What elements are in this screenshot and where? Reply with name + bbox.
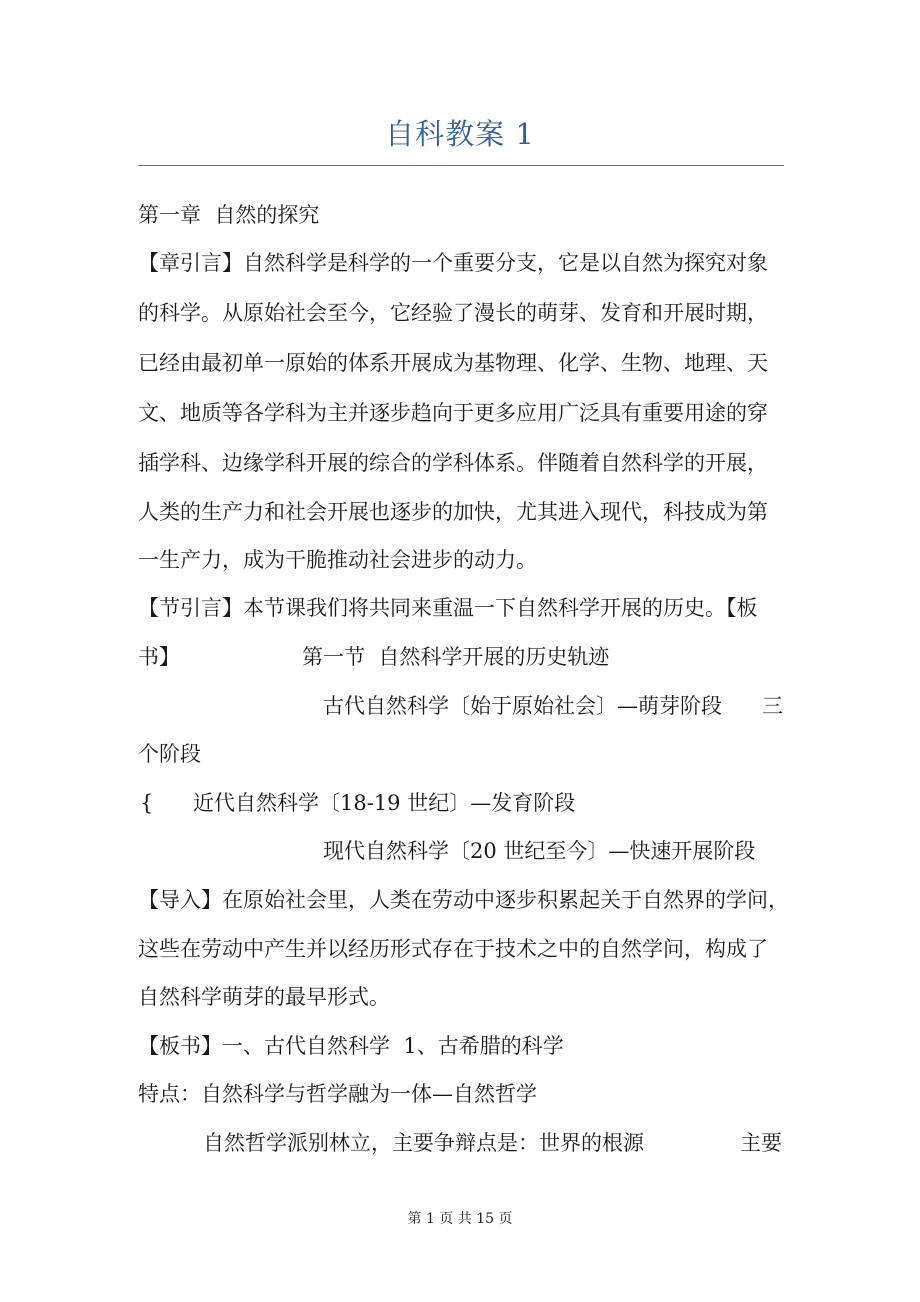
section-title: 第一节 自然科学开展的历史轨迹 bbox=[302, 645, 610, 669]
chapter-intro-line: 文、地质等各学科为主并逐步趋向于更多应用广泛具有重要用途的穿 bbox=[138, 401, 768, 425]
document-title: 自科教案 1 bbox=[385, 117, 535, 151]
chapter-heading: 第一章 自然的探究 bbox=[138, 203, 320, 227]
board-label: 书】 bbox=[138, 645, 180, 669]
stage-contemporary: 现代自然科学〔20 世纪至今〕—快速开展阶段 bbox=[323, 839, 756, 863]
chapter-intro-line: 的科学。从原始社会至今，它经验了漫长的萌芽、发育和开展时期， bbox=[138, 301, 768, 325]
chapter-intro-line: 一生产力，成为干脆推动社会进步的动力。 bbox=[138, 548, 537, 572]
three-stages-label: 三 bbox=[762, 694, 783, 718]
page-footer: 第 1 页 共 15 页 bbox=[407, 1211, 513, 1227]
chapter-intro-line: 已经由最初单一原始的体系开展成为基物理、化学、生物、地理、天 bbox=[138, 351, 768, 375]
three-stages-label: 个阶段 bbox=[138, 742, 201, 766]
intro-paragraph-line: 这些在劳动中产生并以经历形式存在于技术之中的自然学问，构成了 bbox=[138, 937, 768, 961]
main-label: 主要 bbox=[740, 1131, 782, 1155]
intro-paragraph-line: 自然科学萌芽的最早形式。 bbox=[138, 985, 390, 1009]
title-divider bbox=[138, 165, 784, 166]
feature-line: 特点：自然科学与哲学融为一体—自然哲学 bbox=[138, 1082, 537, 1106]
board-ancient-science: 【板书】一、古代自然科学 1、古希腊的科学 bbox=[138, 1034, 564, 1058]
section-intro: 【节引言】本节课我们将共同来重温一下自然科学开展的历史。【板 bbox=[138, 596, 758, 620]
chapter-intro-line: 插学科、边缘学科开展的综合的学科体系。伴随着自然科学的开展， bbox=[138, 451, 768, 475]
schools-line: 自然哲学派别林立，主要争辩点是：世界的根源 bbox=[203, 1131, 644, 1155]
stage-brace: { bbox=[140, 791, 154, 815]
intro-paragraph-line: 【导入】在原始社会里，人类在劳动中逐步积累起关于自然界的学问， bbox=[138, 888, 789, 912]
stage-ancient: 古代自然科学〔始于原始社会〕—萌芽阶段 bbox=[323, 694, 722, 718]
stage-modern: 近代自然科学〔18-19 世纪〕—发育阶段 bbox=[193, 791, 576, 815]
chapter-intro-line: 人类的生产力和社会开展也逐步的加快，尤其进入现代，科技成为第 bbox=[138, 500, 768, 524]
chapter-intro-line: 【章引言】自然科学是科学的一个重要分支，它是以自然为探究对象 bbox=[138, 251, 768, 275]
